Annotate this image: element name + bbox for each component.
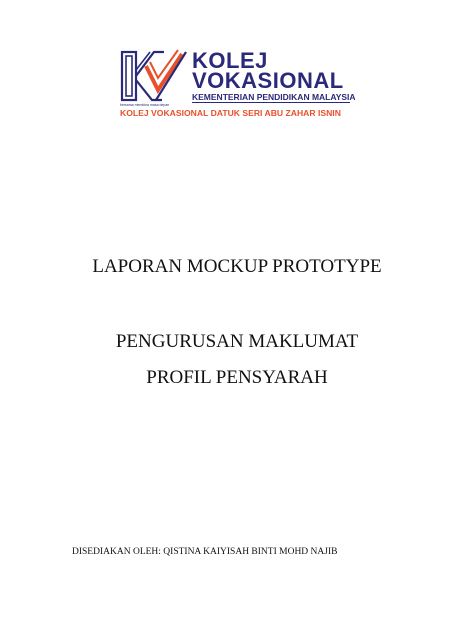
logo-wordmark-kolej: KOLEJ <box>192 48 268 73</box>
logo-college-name: KOLEJ VOKASIONAL DATUK SERI ABU ZAHAR ISNIN <box>120 108 341 118</box>
kv-emblem-icon <box>120 48 188 104</box>
logo-ministry-name: KEMENTERIAN PENDIDIKAN MALAYSIA <box>192 92 356 102</box>
report-title: LAPORAN MOCKUP PROTOTYPE <box>92 256 382 277</box>
college-logo <box>120 48 360 124</box>
logo-wordmark-vokasional: VOKASIONAL <box>192 68 344 93</box>
report-subtitle-line2: PROFIL PENSYARAH <box>146 367 328 388</box>
logo-divider <box>192 102 350 103</box>
prepared-by: DISEDIAKAN OLEH: QISTINA KAIYISAH BINTI MOHD NAJIB <box>72 547 338 557</box>
report-subtitle-line1: PENGURUSAN MAKLUMAT <box>115 331 359 352</box>
logo-tagline: bersama membina masa depan <box>120 103 170 107</box>
